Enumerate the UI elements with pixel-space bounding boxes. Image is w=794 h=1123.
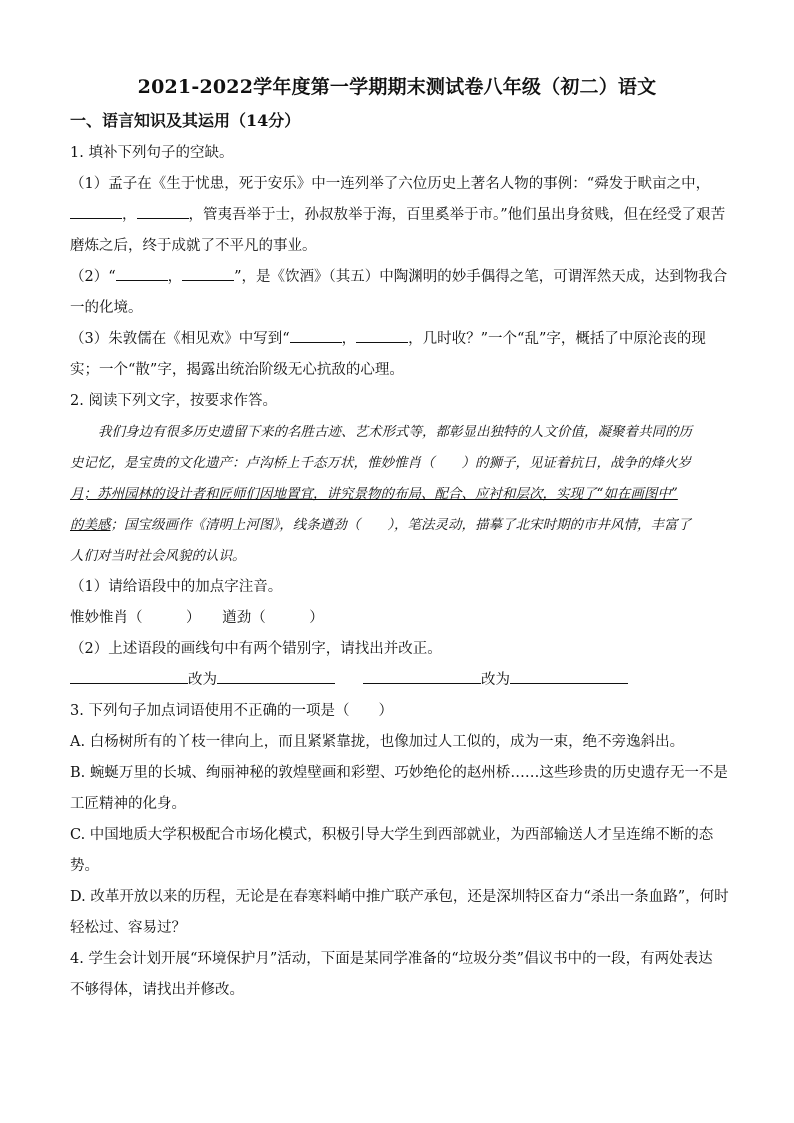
q3-option-c-cont: 势。 <box>70 858 99 874</box>
passage-line: 我们身边有很多历史遗留下来的名胜古迹、艺术形式等，都彰显出独特的人文价值，凝聚着共同的历 <box>98 424 692 440</box>
section-heading: 一、语言知识及其运用（14分） <box>70 111 301 130</box>
fill-blank[interactable] <box>182 266 234 281</box>
q3-option-c[interactable]: C. 中国地质大学积极配合市场化模式，积极引导大学生到西部就业，为西部输送人才呈连绵不断的态 <box>70 827 714 843</box>
fill-blank[interactable] <box>356 328 408 343</box>
q2-sub1: （1）请给语段中的加点字注音。 <box>70 579 283 595</box>
page-title: 2021-2022学年度第一学期期末测试卷八年级（初二）语文 <box>137 76 657 98</box>
q3-option-d-cont: 轻松过、容易过？ <box>70 920 186 936</box>
answer-line[interactable] <box>363 669 481 684</box>
fill-blank[interactable] <box>116 266 168 281</box>
q4-stem-cont: 不够得体，请找出并修改。 <box>70 982 244 998</box>
fill-blank[interactable] <box>70 204 122 219</box>
q4-stem: 4. 学生会计划开展“环境保护月”活动，下面是某同学准备的“垃圾分类”倡议书中的一段，有两处表达 <box>70 951 713 967</box>
passage-underlined-line: 月；苏州园林的设计者和匠师们因地置宜，讲究景物的布局、配合、应衬和层次，实现了“如在画图中” <box>70 486 678 502</box>
q2-pinyin-answer[interactable]: 惟妙惟肖（ ） 遒劲（ ） <box>70 610 324 626</box>
answer-line[interactable] <box>70 669 188 684</box>
passage-line: 的美感；国宝级画作《清明上河图》，线条遒劲（ ），笔法灵动，描摹了北宋时期的市井风情，丰富了 <box>70 517 691 533</box>
q3-option-a[interactable]: A. 白杨树所有的丫枝一律向上，而且紧紧靠拢，也像加过人工似的，成为一束，绝不旁逸斜出。 <box>70 734 685 750</box>
passage-line: 人们对当时社会风貌的认识。 <box>70 548 246 564</box>
q1-s3-line1: （3）朱敦儒在《相见欢》中写到“ ， ，几时收？”一个“乱”字，概括了中原沦丧的现 <box>70 324 730 355</box>
q3-stem: 3. 下列句子加点词语使用不正确的一项是（ ） <box>70 703 393 719</box>
q3-option-b[interactable]: B. 蜿蜒万里的长城、绚丽神秘的敦煌壁画和彩塑、巧妙绝伦的赵州桥……这些珍贵的历史遗存无一不是 <box>70 765 728 781</box>
q1-stem: 1. 填补下列句子的空缺。 <box>70 145 234 161</box>
passage-line: 史记忆，是宝贵的文化遗产：卢沟桥上千态万状，惟妙惟肖（ ）的狮子，见证着抗日，战争的烽火岁 <box>70 455 691 471</box>
fill-blank[interactable] <box>290 328 342 343</box>
answer-line[interactable] <box>217 669 335 684</box>
q1-s2-line2: 一的化境。 <box>70 300 143 316</box>
q2-stem: 2. 阅读下列文字，按要求作答。 <box>70 393 277 409</box>
q3-option-d[interactable]: D. 改革开放以来的历程，无论是在春寒料峭中推广联产承包，还是深圳特区奋力“杀出一条血路”，何时 <box>70 889 729 905</box>
q1-s1-line2: ， ，管夷吾举于士，孙叔敖举于海，百里奚举于市。”他们虽出身贫贱，但在经受了艰苦 <box>70 200 730 231</box>
answer-line[interactable] <box>510 669 628 684</box>
q1-s1-line3: 磨炼之后，终于成就了不平凡的事业。 <box>70 238 317 254</box>
q1-s3-line2: 实；一个“散”字，揭露出统治阶级无心抗敌的心理。 <box>70 362 404 378</box>
q3-option-b-cont: 工匠精神的化身。 <box>70 796 186 812</box>
q2-correction-row: 改为 改为 <box>70 665 730 696</box>
q1-s1-line1: （1）孟子在《生于忧患，死于安乐》中一连列举了六位历史上著名人物的事例：“舜发于畎亩之中， <box>70 176 711 192</box>
fill-blank[interactable] <box>137 204 189 219</box>
q1-s2-line1: （2）“ ， ”，是《饮酒》（其五）中陶渊明的妙手偶得之笔，可谓浑然天成，达到物我合 <box>70 262 730 293</box>
q2-sub2: （2）上述语段的画线句中有两个错别字，请找出并改正。 <box>70 641 442 657</box>
